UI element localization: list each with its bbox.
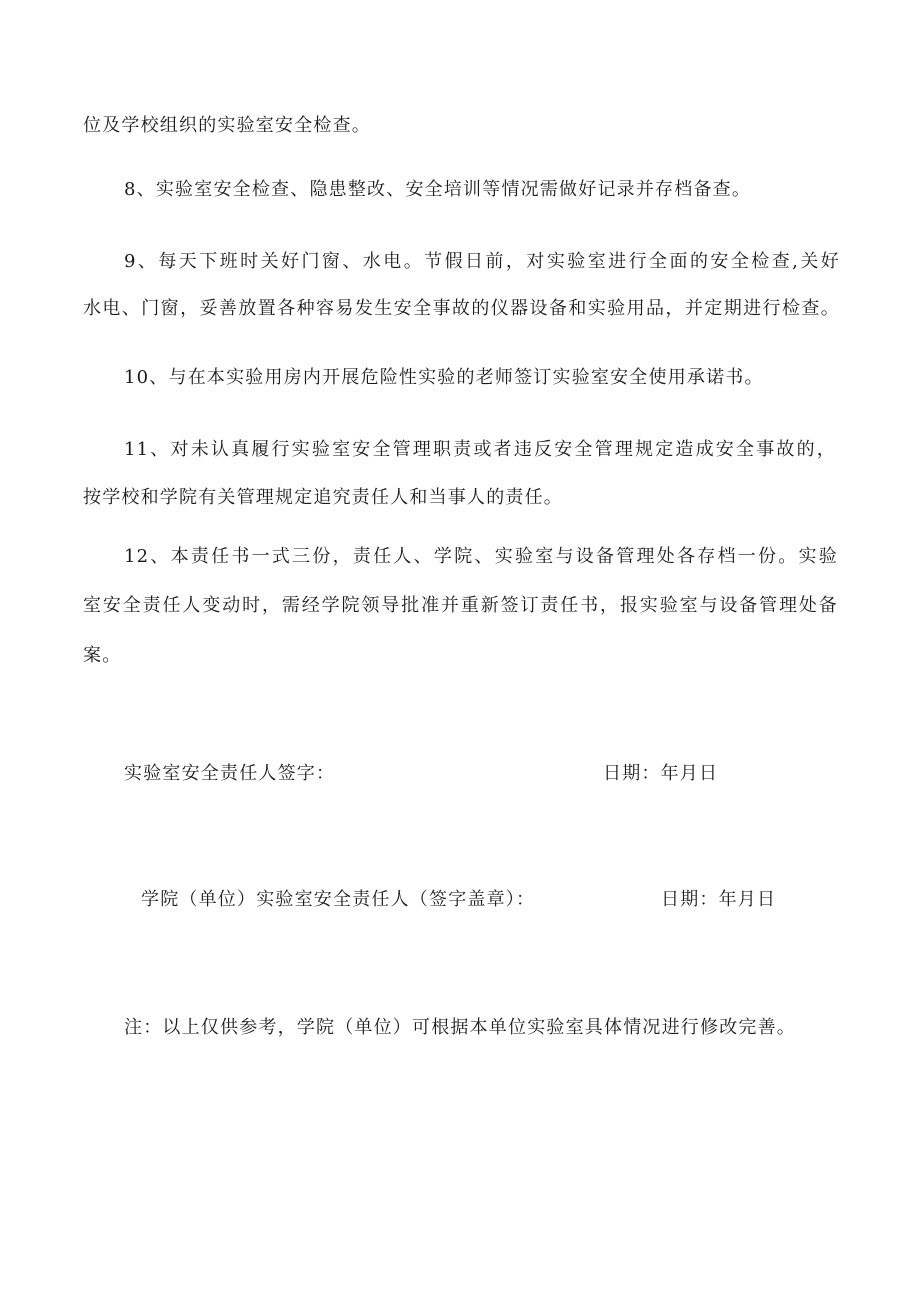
college-head-signature-label: 学院（单位）实验室安全责任人（签字盖章）： [141, 889, 536, 910]
lab-head-signature-date: 日期：年月日 [603, 763, 719, 784]
college-head-signature-date: 日期：年月日 [661, 889, 777, 910]
paragraph-12-line-3: 案。 [83, 645, 122, 666]
footnote: 注：以上仅供参考，学院（单位）可根据本单位实验室具体情况进行修改完善。 [124, 1017, 796, 1038]
paragraph-8: 8、实验室安全检查、隐患整改、安全培训等情况需做好记录并存档备查。 [124, 179, 752, 200]
paragraph-11-line-2: 按学校和学院有关管理规定追究责任人和当事人的责任。 [83, 487, 563, 508]
paragraph-continuation-line: 位及学校组织的实验室安全检查。 [83, 115, 371, 136]
paragraph-12-line-1: 12、本责任书一式三份，责任人、学院、实验室与设备管理处各存档一份。实验 [124, 546, 838, 567]
paragraph-12-line-2: 室安全责任人变动时，需经学院领导批准并重新签订责任书，报实验室与设备管理处备 [83, 595, 838, 616]
paragraph-11-line-1: 11、对未认真履行实验室安全管理职责或者违反安全管理规定造成安全事故的， [124, 439, 836, 460]
paragraph-10: 10、与在本实验用房内开展危险性实验的老师签订实验室安全使用承诺书。 [124, 367, 764, 388]
paragraph-9-line-2: 水电、门窗，妥善放置各种容易发生安全事故的仪器设备和实验用品，并定期进行检查。 [83, 298, 840, 319]
paragraph-9-line-1: 9、每天下班时关好门窗、水电。节假日前，对实验室进行全面的安全检查,关好 [124, 251, 840, 272]
lab-head-signature-label: 实验室安全责任人签字： [124, 763, 336, 784]
